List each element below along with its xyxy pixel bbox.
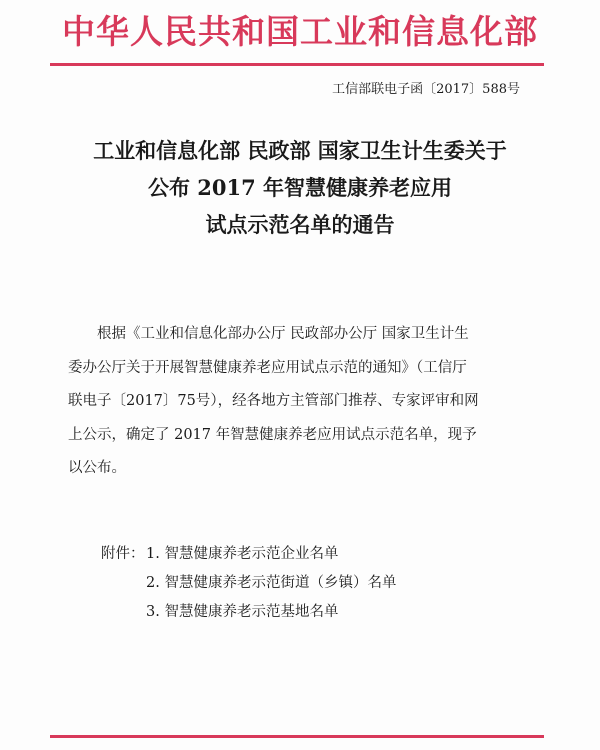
attachment-row (0, 569, 600, 598)
agency-masthead: 中华人民共和国工业和信息化部 (62, 12, 538, 51)
attachment-list (0, 540, 600, 627)
attachment-item-3: 3. 智慧健康养老示范基地名单 (146, 604, 339, 620)
footer-red-rule (50, 735, 544, 738)
body-line-1: 根据《工业和信息化部办公厅 民政部办公厅 国家卫生计生 (97, 326, 469, 342)
body-line-5: 以公布。 (68, 460, 126, 476)
body-line-4: 上公示，确定了 2017 年智慧健康养老应用试点示范名单，现予 (68, 426, 477, 443)
attachment-item-2: 2. 智慧健康养老示范街道（乡镇）名单 (146, 575, 397, 591)
body-line-3: 联电子〔2017〕75号），经各地方主管部门推荐、专家评审和网 (68, 393, 479, 409)
notice-title (0, 132, 600, 243)
title-line-1: 工业和信息化部 民政部 国家卫生计生委关于 (93, 138, 507, 163)
title-line-3: 试点示范名单的通告 (205, 212, 395, 237)
attachment-row (0, 598, 600, 627)
masthead-red-rule (50, 63, 544, 66)
body-line-2: 委办公厅关于开展智慧健康养老应用试点示范的通知》（工信厅 (68, 359, 467, 376)
attachment-row (0, 540, 600, 569)
notice-body (68, 318, 538, 486)
document-number: 工信部联电子函〔2017〕588号 (332, 82, 520, 97)
attachment-label: 附件： (101, 546, 145, 562)
attachment-item-1: 1. 智慧健康养老示范企业名单 (146, 546, 339, 562)
title-line-2: 公布 2017 年智慧健康养老应用 (147, 175, 453, 200)
